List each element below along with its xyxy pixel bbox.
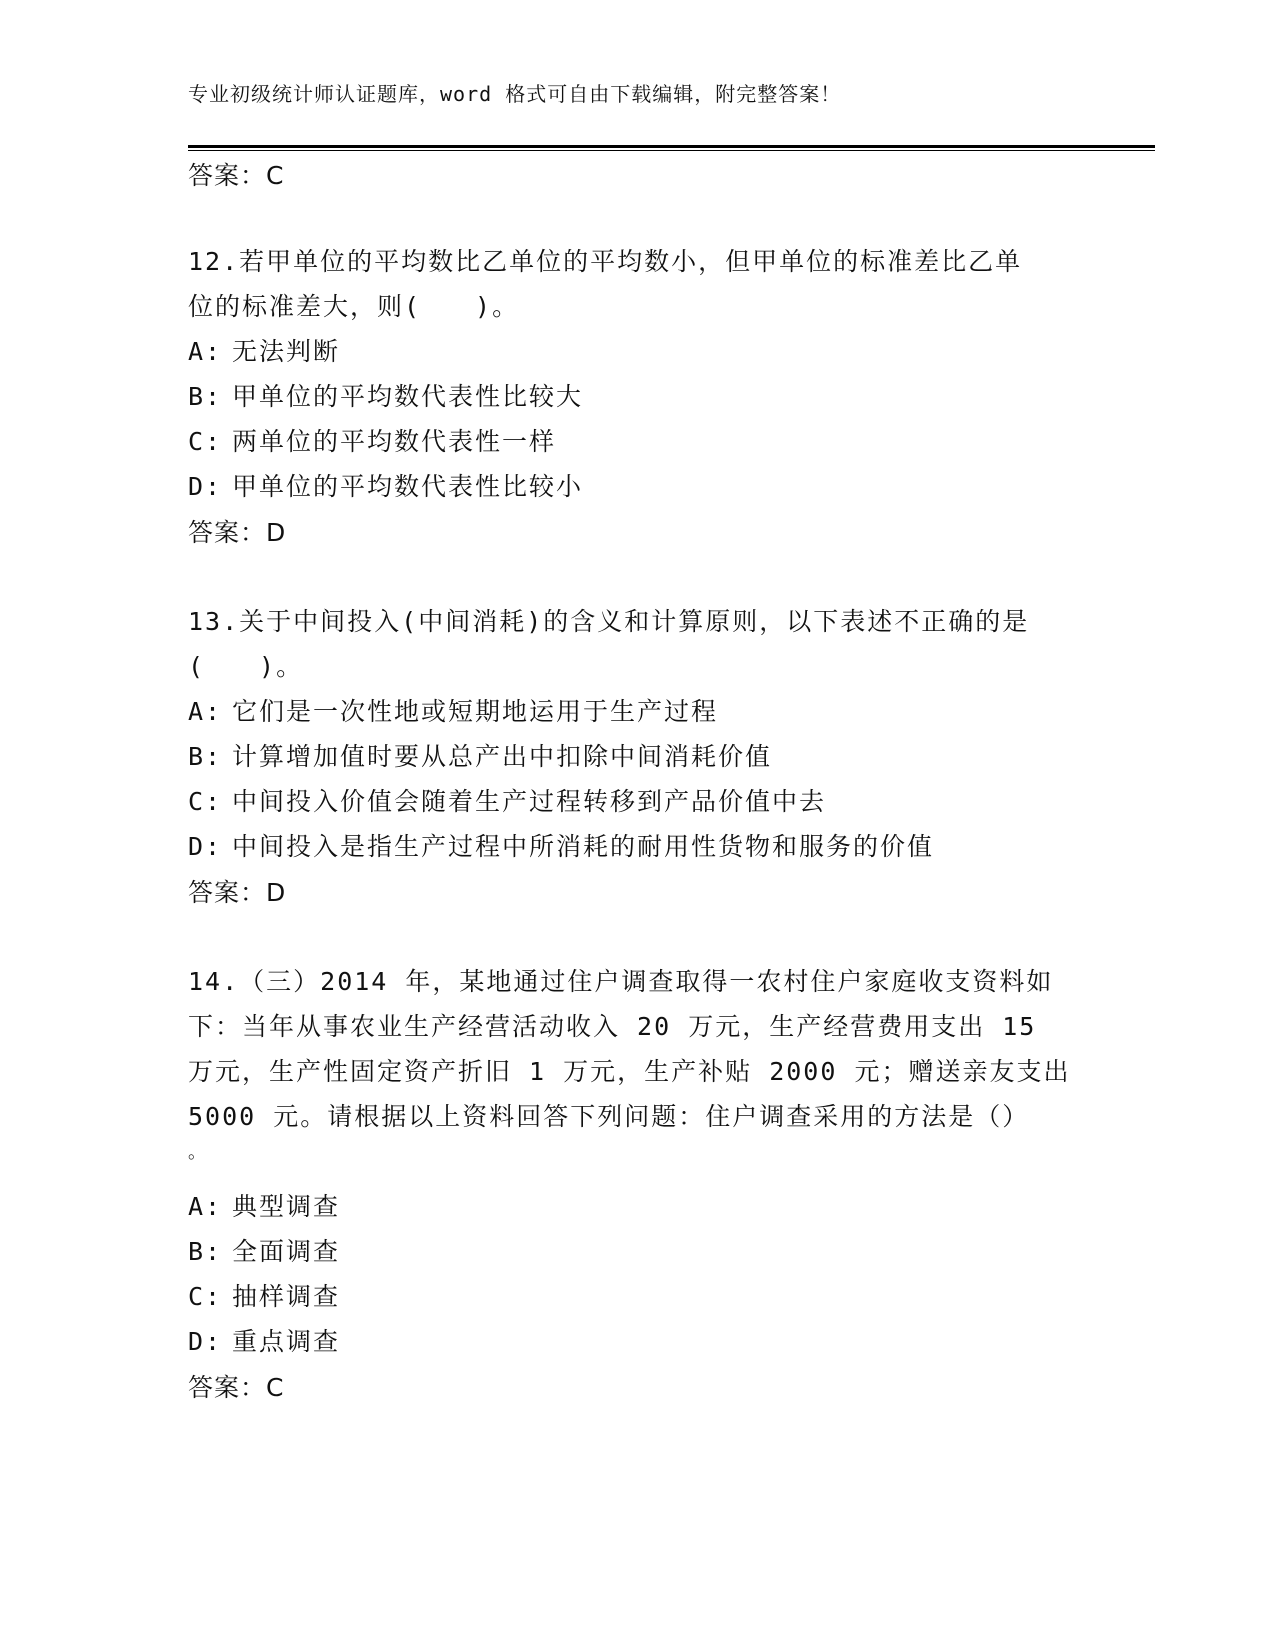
question-13-option-b: [188, 737, 772, 773]
question-14-option-d: [188, 1322, 340, 1358]
option-text: 甲单位的平均数代表性比较大: [232, 382, 584, 411]
question-13-option-c: [188, 782, 826, 818]
option-text: 它们是一次性地或短期地运用于生产过程: [232, 697, 719, 726]
option-text: 甲单位的平均数代表性比较小: [232, 472, 584, 501]
option-letter: A:: [188, 697, 223, 726]
question-12-option-c: [188, 422, 556, 458]
question-12-option-d: [188, 467, 583, 503]
option-letter: D:: [188, 1327, 223, 1356]
option-text: 计算增加值时要从总产出中扣除中间消耗价值: [232, 742, 773, 771]
previous-answer: 答案：C: [188, 161, 285, 190]
question-13-stem-line-1: 13.关于中间投入(中间消耗)的含义和计算原则，以下表述不正确的是: [188, 607, 1030, 636]
option-text: 两单位的平均数代表性一样: [232, 427, 557, 456]
question-14-answer: 答案：C: [188, 1373, 285, 1402]
question-12-stem-line-1: 12.若甲单位的平均数比乙单位的平均数小，但甲单位的标准差比乙单: [188, 247, 1023, 276]
option-letter: B:: [188, 742, 223, 771]
option-text: 中间投入是指生产过程中所消耗的耐用性货物和服务的价值: [232, 832, 935, 861]
option-letter: B:: [188, 382, 223, 411]
header-divider-thin: [188, 150, 1155, 151]
option-letter: A:: [188, 1192, 223, 1221]
option-text: 全面调查: [232, 1237, 341, 1266]
option-letter: B:: [188, 1237, 223, 1266]
question-13-answer: 答案：D: [188, 878, 287, 907]
question-14-stem-line-5: 。: [188, 1142, 208, 1163]
option-letter: D:: [188, 832, 223, 861]
question-12-option-a: [188, 332, 340, 368]
question-13-stem-line-2: ( )。: [188, 652, 304, 681]
question-14-option-c: [188, 1277, 340, 1313]
question-12-option-b: [188, 377, 583, 413]
question-14-stem-line-1: 14.（三）2014 年，某地通过住户调查取得一农村住户家庭收支资料如: [188, 967, 1054, 996]
question-14-stem-line-2: 下：当年从事农业生产经营活动收入 20 万元，生产经营费用支出 15: [188, 1012, 1037, 1041]
option-text: 无法判断: [232, 337, 341, 366]
question-12-answer: 答案：D: [188, 518, 287, 547]
option-text: 中间投入价值会随着生产过程转移到产品价值中去: [232, 787, 827, 816]
option-text: 抽样调查: [232, 1282, 341, 1311]
question-14-option-a: [188, 1187, 340, 1223]
header-divider-thick: [188, 145, 1155, 148]
question-12-stem-line-2: 位的标准差大，则( )。: [188, 292, 520, 321]
option-letter: C:: [188, 787, 223, 816]
option-text: 重点调查: [232, 1327, 341, 1356]
option-letter: D:: [188, 472, 223, 501]
question-14-stem-line-3: 万元，生产性固定资产折旧 1 万元，生产补贴 2000 元；赠送亲友支出: [188, 1057, 1071, 1086]
page-header: 专业初级统计师认证题库，word 格式可自由下载编辑，附完整答案！: [188, 82, 842, 106]
question-13-option-a: [188, 692, 718, 728]
question-14-stem-line-4: 5000 元。请根据以上资料回答下列问题：住户调查采用的方法是（）: [188, 1102, 1030, 1131]
option-text: 典型调查: [232, 1192, 341, 1221]
option-letter: C:: [188, 1282, 223, 1311]
question-14-option-b: [188, 1232, 340, 1268]
option-letter: C:: [188, 427, 223, 456]
question-13-option-d: [188, 827, 934, 863]
option-letter: A:: [188, 337, 223, 366]
